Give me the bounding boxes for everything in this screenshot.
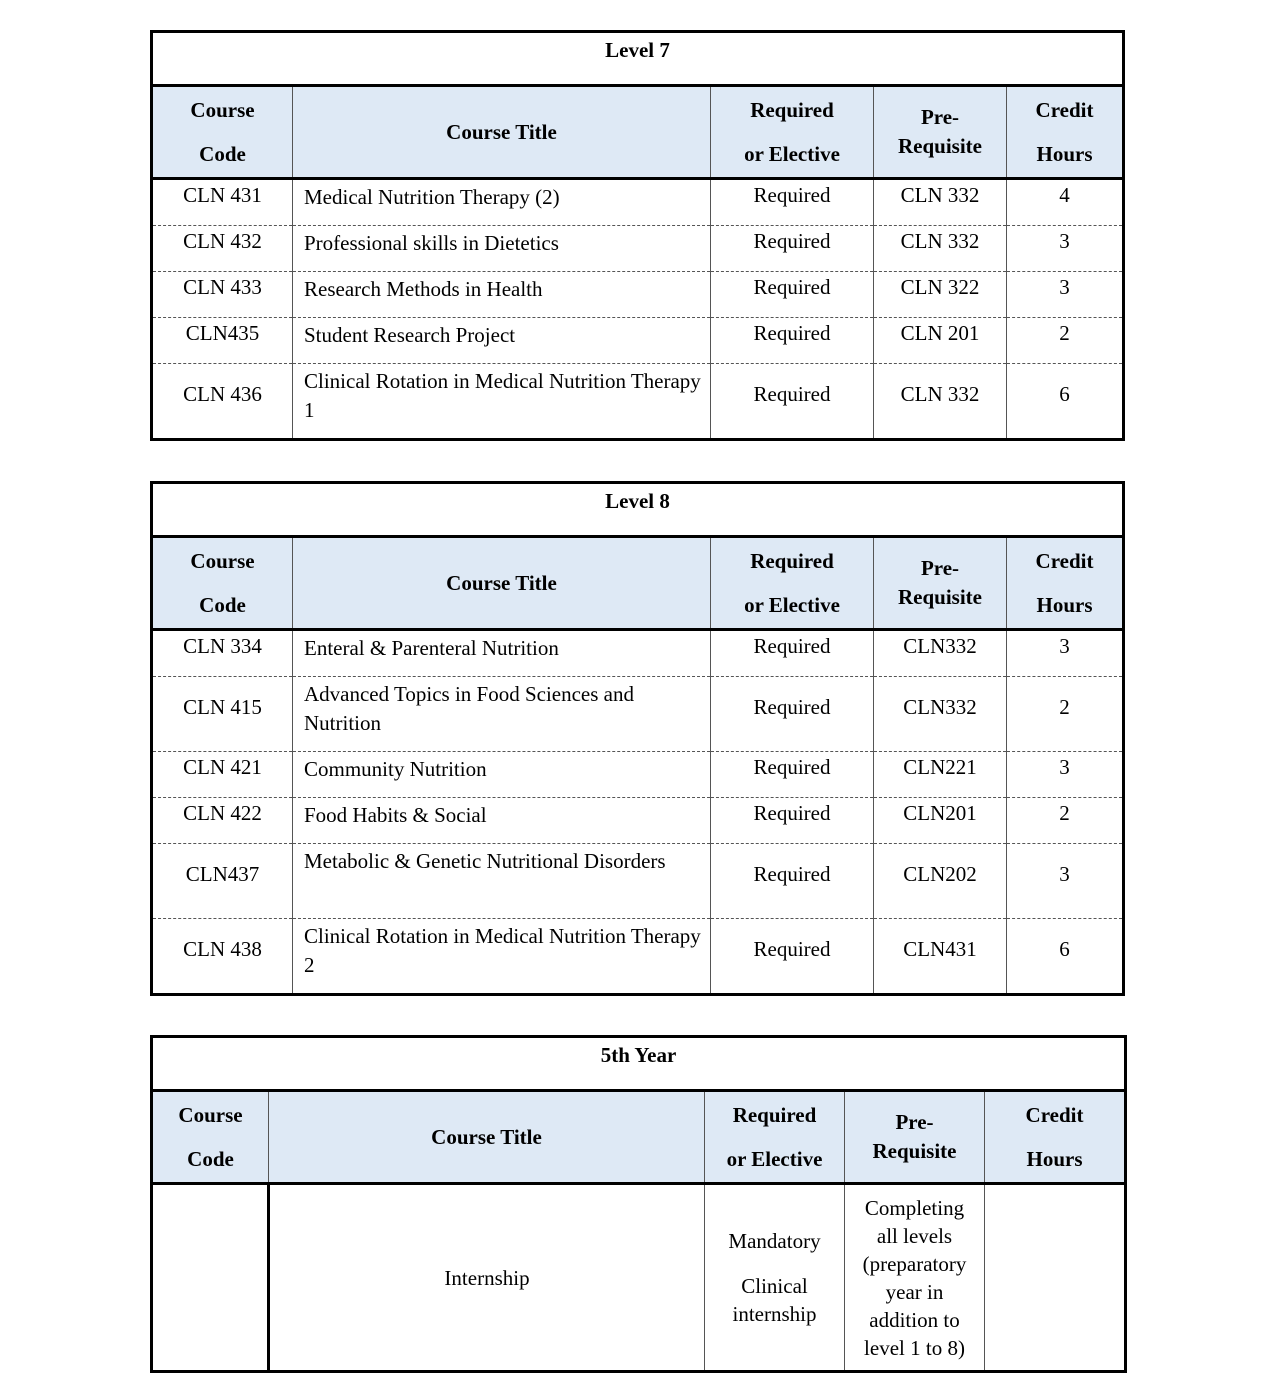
5th-year-table [150,1035,1127,1373]
pre-requisite: CLN332 [874,630,1007,677]
course-title: Internship [269,1184,705,1372]
header-pre-requisite: Pre- Requisite [874,537,1007,630]
course-title: Medical Nutrition Therapy (2) [293,179,711,226]
header-credit-hours: Credit Hours [1007,86,1124,179]
pre-requisite: CLN 322 [874,272,1007,318]
required-or-elective: Required [711,677,874,752]
header-course-title: Course Title [293,537,711,630]
table-row [152,844,1124,919]
credit-hours: 6 [1059,936,1070,961]
table-row [152,226,1124,272]
required-or-elective: Required [711,919,874,995]
required-or-elective: Required [711,226,874,272]
table-title: Level 7 [152,32,1124,86]
required-or-elective: Required [711,364,874,440]
course-code: CLN435 [152,318,293,364]
pre-requisite: Completing all levels (preparatory year in addition to level 1 to 8) [845,1184,985,1372]
table-row [152,677,1124,752]
course-code: CLN 433 [152,272,293,318]
pre-requisite: CLN 332 [874,364,1007,440]
table-row [152,318,1124,364]
course-code: CLN 422 [152,798,293,844]
course-title: Clinical Rotation in Medical Nutrition Therapy 1 [293,364,711,440]
course-code: CLN437 [152,844,293,919]
header-course-title: Course Title [293,86,711,179]
course-title: Food Habits & Social [293,798,711,844]
course-code: CLN 415 [152,677,293,752]
credit-hours [985,1184,1126,1372]
pre-requisite: CLN 201 [874,318,1007,364]
pre-requisite: CLN221 [874,752,1007,798]
course-title: Metabolic & Genetic Nutritional Disorders [293,844,711,919]
header-course-code: Course Code [152,537,293,630]
table-row [152,1184,1126,1372]
credit-hours: 6 [1059,381,1070,406]
required-or-elective: Mandatory Clinical internship [705,1184,845,1372]
course-title: Enteral & Parenteral Nutrition [293,630,711,677]
required-or-elective: Required [711,798,874,844]
credit-hours: 3 [1007,272,1124,318]
pre-requisite: CLN 332 [874,226,1007,272]
pre-requisite: CLN201 [874,798,1007,844]
table-row [152,919,1124,995]
course-code: CLN 334 [152,630,293,677]
course-title: Professional skills in Dietetics [293,226,711,272]
course-code: CLN 438 [152,919,293,995]
credit-hours: 2 [1007,798,1124,844]
table-title: 5th Year [152,1037,1126,1091]
required-or-elective: Required [711,844,874,919]
header-course-code: Course Code [152,86,293,179]
table-row [152,798,1124,844]
credit-hours: 2 [1007,677,1124,752]
course-title: Research Methods in Health [293,272,711,318]
credit-hours: 3 [1007,630,1124,677]
level-7-table [150,30,1125,441]
course-title: Advanced Topics in Food Sciences and Nutrition [293,677,711,752]
header-pre-requisite: Pre- Requisite [874,86,1007,179]
header-credit-hours: Credit Hours [985,1091,1126,1184]
header-course-code: Course Code [152,1091,269,1184]
required-or-elective: Required [711,752,874,798]
credit-hours: 3 [1007,752,1124,798]
course-code: CLN 436 [152,364,293,440]
pre-requisite: CLN202 [874,844,1007,919]
pre-requisite: CLN 332 [874,179,1007,226]
course-code: CLN 432 [152,226,293,272]
header-credit-hours: Credit Hours [1007,537,1124,630]
header-required-or-elective: Required or Elective [711,86,874,179]
header-course-title: Course Title [269,1091,705,1184]
table-title: Level 8 [152,483,1124,537]
header-pre-requisite: Pre- Requisite [845,1091,985,1184]
course-code [152,1184,269,1372]
header-required-or-elective: Required or Elective [711,537,874,630]
course-title: Student Research Project [293,318,711,364]
table-row [152,179,1124,226]
credit-hours: 4 [1007,179,1124,226]
credit-hours: 3 [1007,226,1124,272]
course-title: Clinical Rotation in Medical Nutrition Therapy 2 [293,919,711,995]
pre-requisite: CLN431 [874,919,1007,995]
credit-hours: 2 [1007,318,1124,364]
pre-requisite: CLN332 [874,677,1007,752]
required-or-elective: Required [711,318,874,364]
table-row [152,272,1124,318]
credit-hours: 3 [1007,844,1124,919]
required-or-elective: Required [711,272,874,318]
table-row [152,364,1124,440]
course-code: CLN 421 [152,752,293,798]
level-8-table [150,481,1125,996]
table-row [152,752,1124,798]
course-code: CLN 431 [152,179,293,226]
required-or-elective: Required [711,179,874,226]
header-required-or-elective: Required or Elective [705,1091,845,1184]
required-or-elective: Required [711,630,874,677]
table-row [152,630,1124,677]
course-title: Community Nutrition [293,752,711,798]
